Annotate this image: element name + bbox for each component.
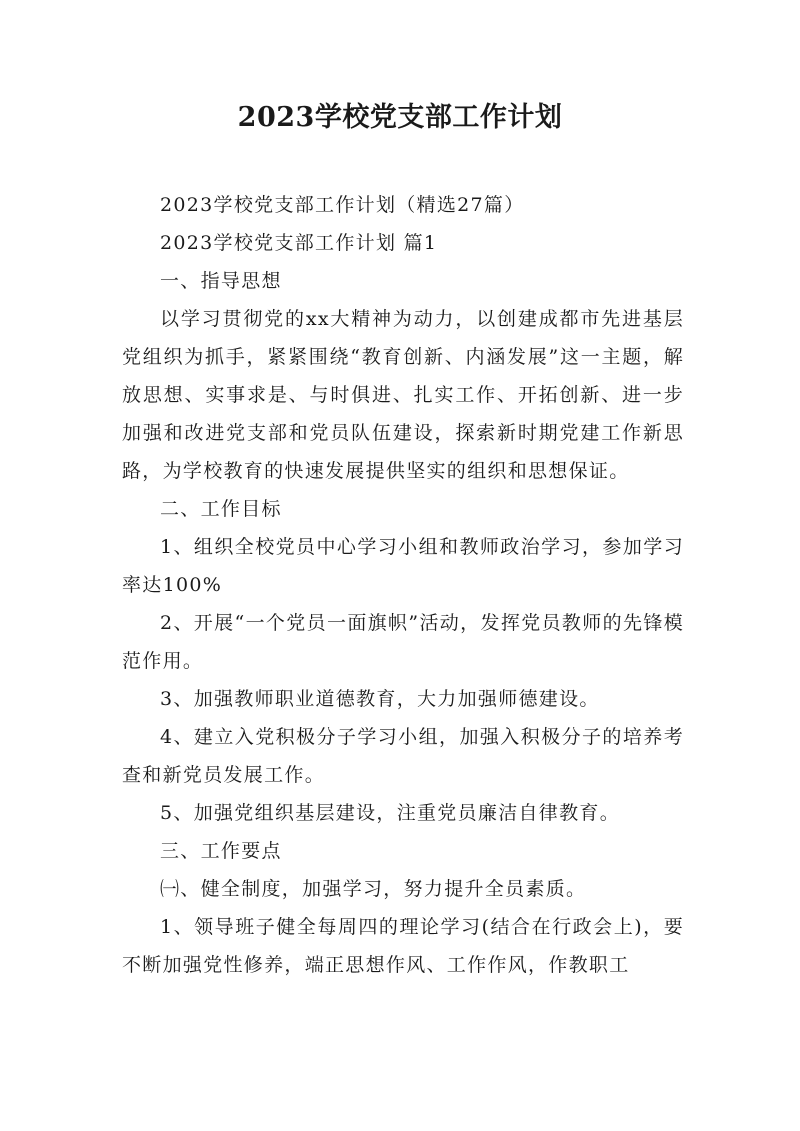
paragraph-point-1-detail: 1、领导班子健全每周四的理论学习(结合在行政会上)，要不断加强党性修养，端正思想作风、工作作风，作教职工 <box>122 916 684 976</box>
paragraph-goal-2: 2、开展“一个党员一面旗帜”活动，发挥党员教师的先锋模范作用。 <box>122 612 684 672</box>
paragraph-subtitle: 2023学校党支部工作计划（精选27篇） <box>160 194 525 216</box>
paragraph-goal-3: 3、加强教师职业道德教育，大力加强师德建设。 <box>160 688 600 710</box>
paragraph-goal-5: 5、加强党组织基层建设，注重党员廉洁自律教育。 <box>160 802 620 824</box>
paragraph-point-1: ㈠、健全制度，加强学习，努力提升全员素质。 <box>160 878 587 900</box>
document-body <box>122 186 684 984</box>
paragraph-guiding-ideology: 以学习贯彻党的xx大精神为动力，以创建成都市先进基层党组织为抓手，紧紧围绕“教育创新、内涵发展”这一主题，解放思想、实事求是、与时俱进、扎实工作、开拓创新、进一步加强和改进党支部和党员队伍建设，探索新时期党建工作新思路，为学校教育的快速发展提供坚实的组织和思想保证。 <box>122 308 684 482</box>
paragraph-goal-4: 4、建立入党积极分子学习小组，加强入积极分子的培养考查和新党员发展工作。 <box>122 726 684 786</box>
paragraph-section-title: 2023学校党支部工作计划 篇1 <box>160 232 438 254</box>
paragraph-goal-1: 1、组织全校党员中心学习小组和教师政治学习，参加学习率达100% <box>122 536 684 596</box>
heading-guiding-ideology: 一、指导思想 <box>160 270 282 292</box>
heading-work-points: 三、工作要点 <box>160 840 282 862</box>
heading-work-goals: 二、工作目标 <box>160 498 282 520</box>
document-title: 2023学校党支部工作计划 <box>237 102 563 133</box>
